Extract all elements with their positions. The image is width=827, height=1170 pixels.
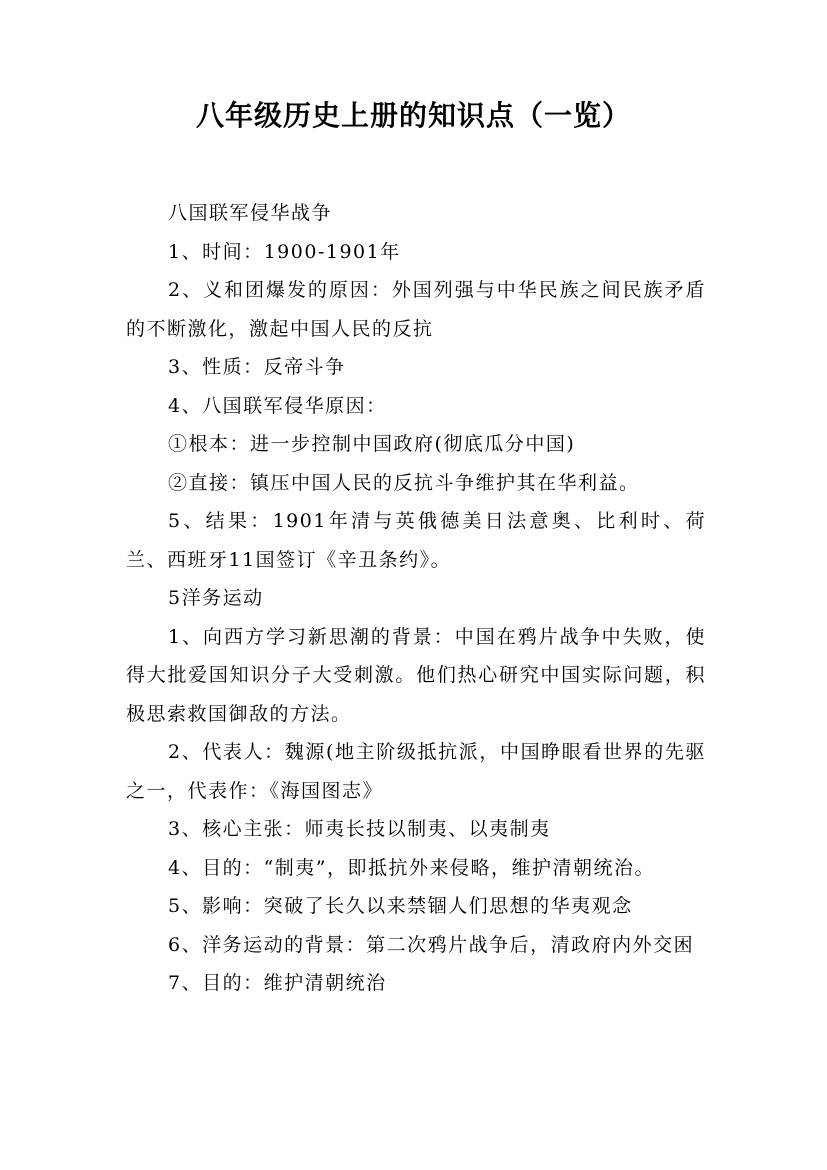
paragraph-boxer-cause: 2、义和团爆发的原因：外国列强与中华民族之间民族矛盾的不断激化，激起中国人民的反抗 [126,279,706,340]
paragraph-learning-background: 1、向西方学习新思潮的背景：中国在鸦片战争中失败，使得大批爱国知识分子大受刺激。他们热心研究中国实际问题，积极思索救国御敌的方法。 [126,625,706,725]
paragraph-time: 1、时间：1900-1901年 [168,240,401,263]
paragraph-section-heading-westernization: 5洋务运动 [168,587,264,609]
paragraph-influence: 5、影响：突破了长久以来禁锢人们思想的华夷观念 [168,895,633,917]
paragraph-section-heading-eight-nation: 八国联军侵华战争 [168,202,333,224]
paragraph-movement-background: 6、洋务运动的背景：第二次鸦片战争后，清政府内外交困 [168,933,695,956]
paragraph-purpose: 4、目的：“制夷”，即抵抗外来侵略，维护清朝统治。 [168,856,656,879]
paragraph-invasion-cause: 4、八国联军侵华原因： [168,394,387,417]
paragraph-result: 5、结果：1901年清与英俄德美日法意奥、比利时、荷兰、西班牙11国签订《辛丑条约》。 [126,510,706,571]
document-title: 八年级历史上册的知识点（一览） [195,99,631,132]
paragraph-direct-cause: ②直接：镇压中国人民的反抗斗争维护其在华利益。 [168,471,640,494]
paragraph-representative: 2、代表人：魏源(地主阶级抵抗派，中国睁眼看世界的先驱之一，代表作：《海国图志》 [126,741,706,802]
paragraph-nature: 3、性质：反帝斗争 [168,356,346,378]
paragraph-root-cause: ①根本：进一步控制中国政府(彻底瓜分中国) [168,433,576,455]
document-body [126,194,706,1003]
paragraph-movement-purpose: 7、目的：维护清朝统治 [168,972,387,994]
paragraph-core-idea: 3、核心主张：师夷长技以制夷、以夷制夷 [168,818,551,840]
